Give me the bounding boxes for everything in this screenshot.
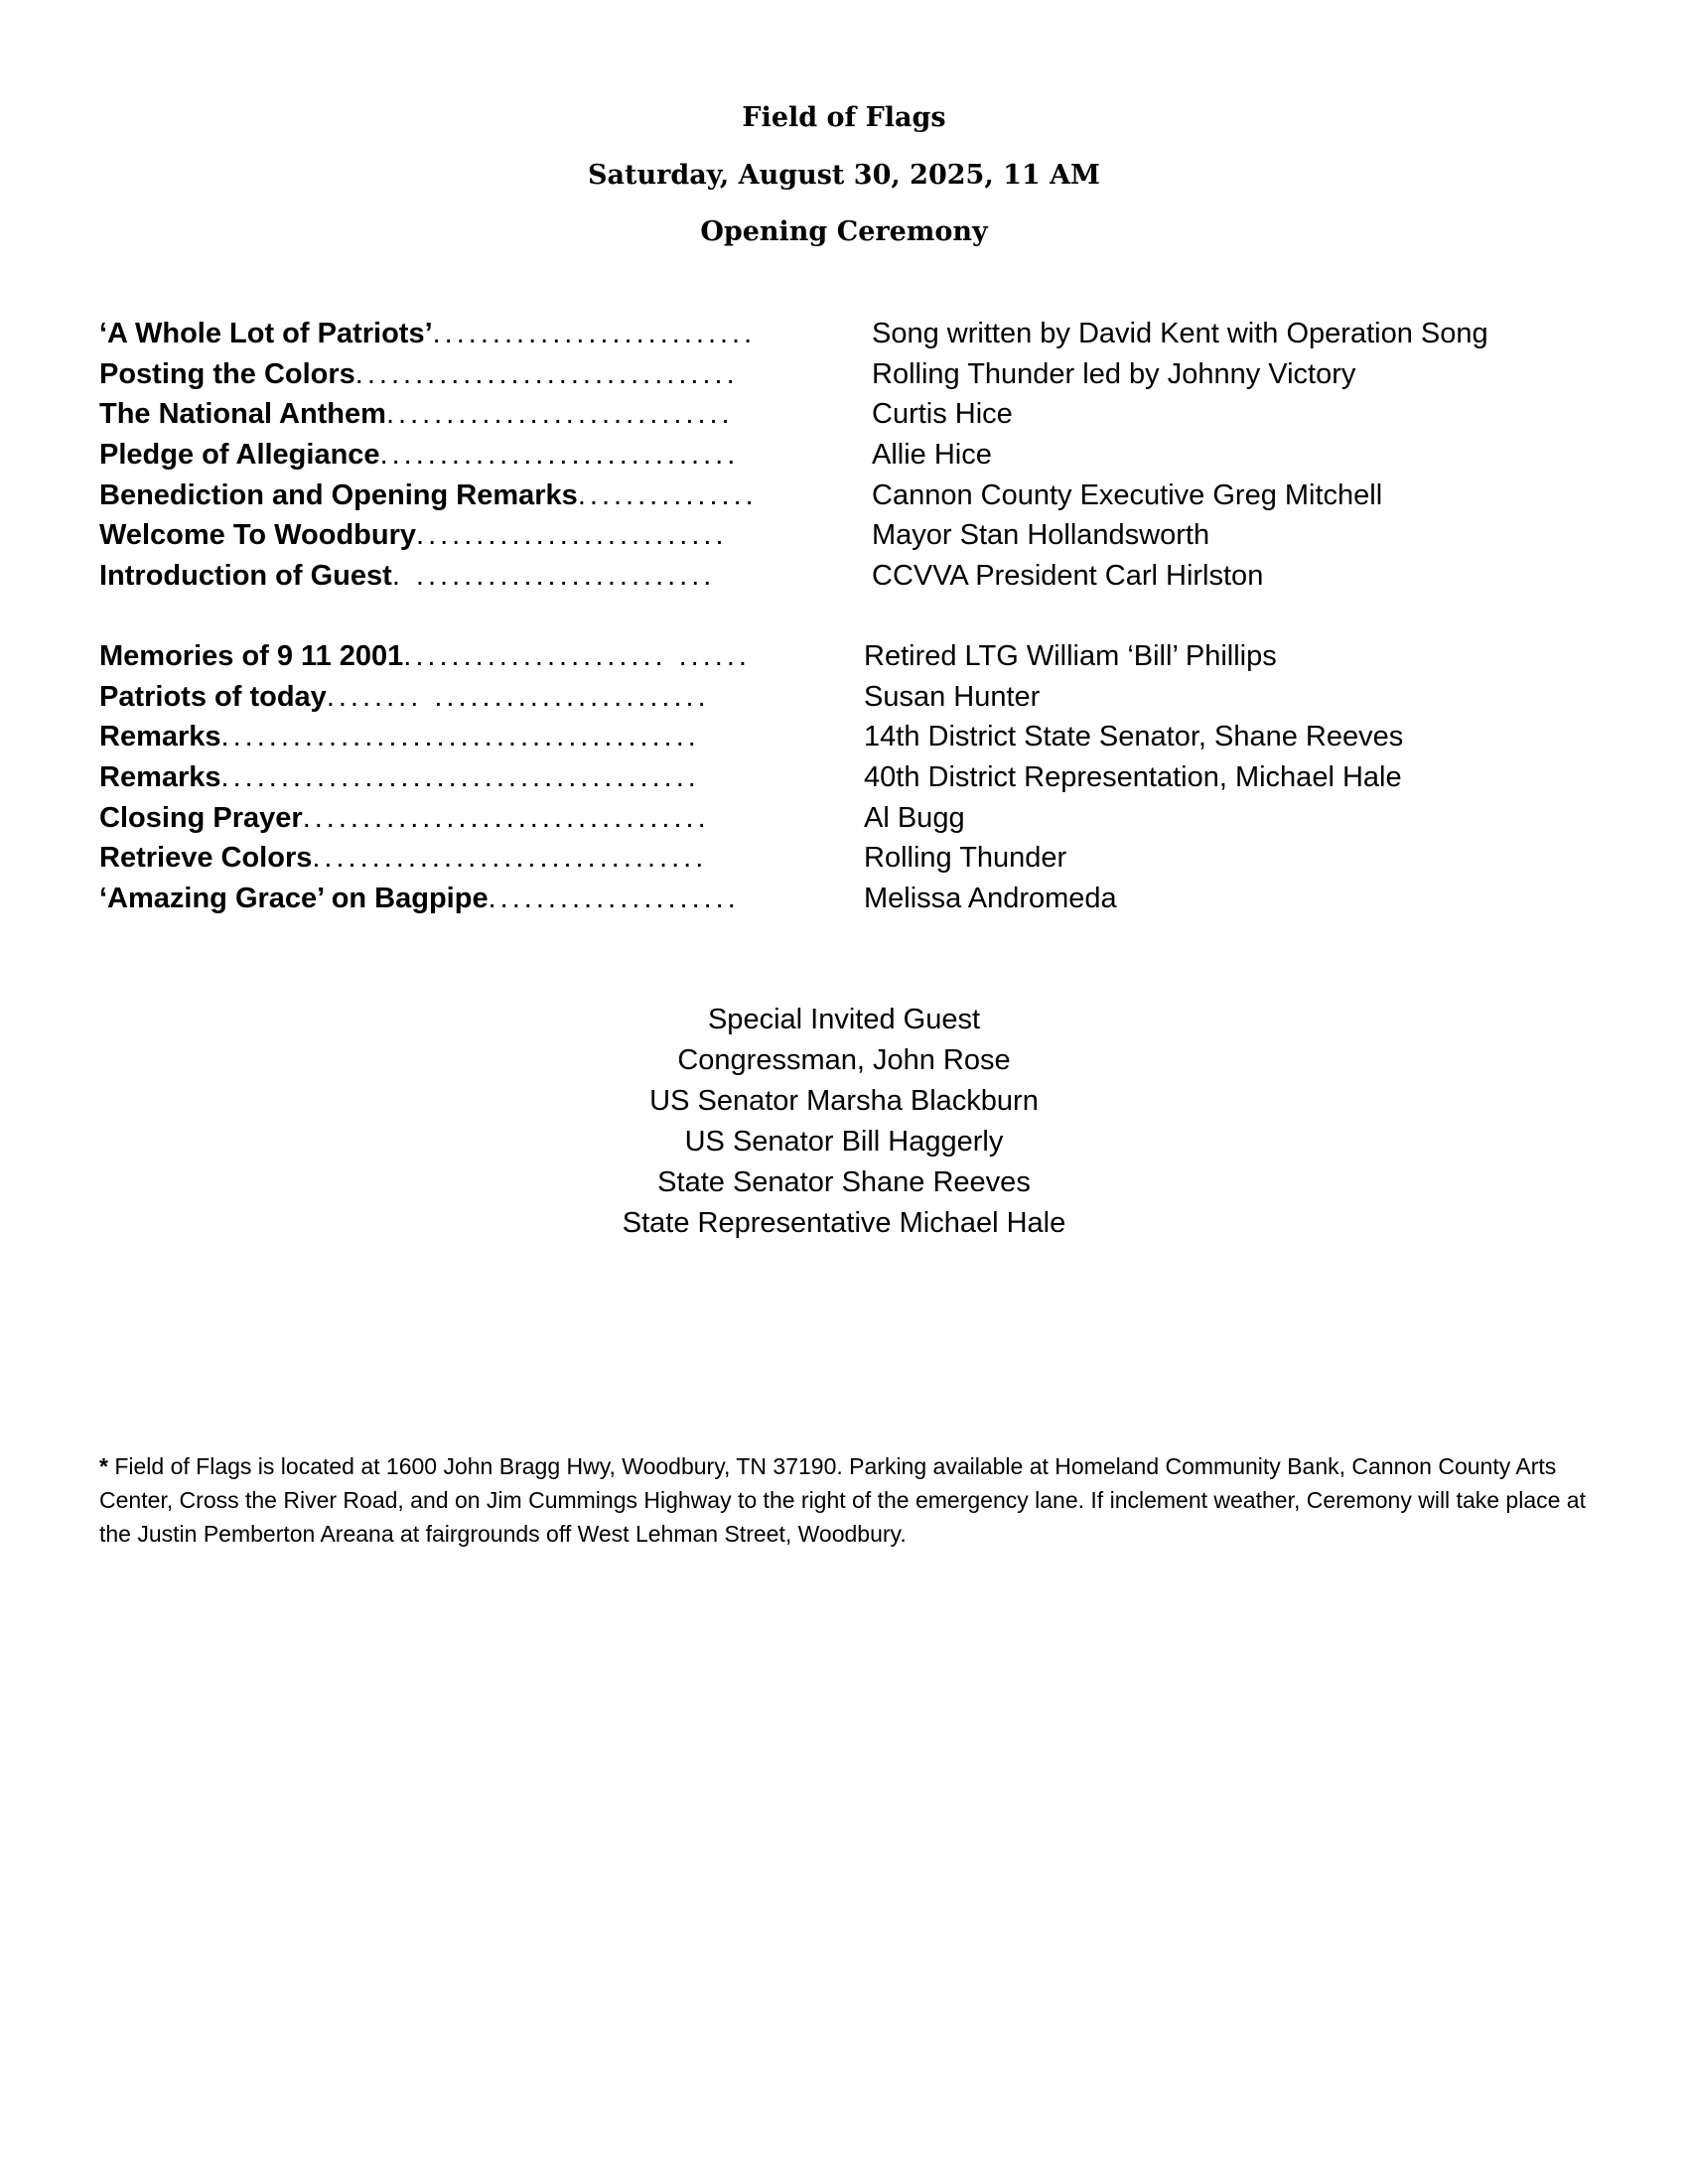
leader-dots: ................................. <box>312 842 708 875</box>
guest-name: US Senator Bill Haggerly <box>684 1126 1004 1158</box>
program-item-presenter: Rolling Thunder led by Johnny Victory <box>872 357 1356 390</box>
leader-dots: ............................. <box>385 398 734 431</box>
program-item-title: Memories of 9 11 2001 <box>99 640 404 672</box>
event-subtitle: Opening Ceremony <box>700 216 988 247</box>
program-item-title: Remarks <box>99 721 221 753</box>
leader-dots: ........................................ <box>220 721 700 753</box>
program-item-presenter: Mayor Stan Hollandsworth <box>872 519 1210 552</box>
leader-dots: ........................................ <box>220 761 700 794</box>
leader-dots: .................................. <box>302 801 710 834</box>
program-item-title: Benediction and Opening Remarks <box>99 478 578 511</box>
program-item-title: Closing Prayer <box>99 801 303 834</box>
guest-name: State Representative Michael Hale <box>622 1207 1066 1239</box>
leader-dots: ..................... <box>488 883 740 915</box>
leader-dots: .............................. <box>379 439 740 472</box>
program-item <box>99 838 1648 879</box>
leader-dots: ................................ <box>354 357 739 390</box>
program-item <box>99 476 1648 516</box>
event-date: Saturday, August 30, 2025, 11 AM <box>588 160 1100 191</box>
program-list-part-1 <box>99 314 1648 597</box>
program-item-presenter: Rolling Thunder <box>864 842 1067 875</box>
program-item-title: Posting the Colors <box>99 357 355 390</box>
program-item-title: Introduction of Guest <box>99 560 392 593</box>
program-item-title: The National Anthem <box>99 398 386 431</box>
program-item <box>99 798 1648 839</box>
program-item <box>99 515 1648 556</box>
leader-dots: ........................... <box>432 318 757 349</box>
leader-dots: .......................... <box>416 519 728 552</box>
program-item-presenter: Retired LTG William ‘Bill’ Phillips <box>864 640 1277 672</box>
program-item-title: Welcome To Woodbury <box>99 519 417 552</box>
program-item <box>99 314 1648 354</box>
program-item <box>99 879 1648 919</box>
program-item-presenter: Song written by David Kent with Operation Song <box>872 318 1488 349</box>
program-item <box>99 435 1648 476</box>
guest-name: US Senator Marsha Blackburn <box>649 1085 1039 1117</box>
program-item-presenter: 14th District State Senator, Shane Reeves <box>864 721 1404 753</box>
location-footnote <box>99 1449 1589 1551</box>
program-item <box>99 717 1648 757</box>
guest-name: Congressman, John Rose <box>677 1044 1011 1076</box>
program-item <box>99 354 1648 395</box>
leader-dots: ............... <box>577 478 758 511</box>
footnote-asterisk: * <box>99 1453 108 1479</box>
program-item <box>99 394 1648 435</box>
event-title: Field of Flags <box>742 102 946 133</box>
program-list-part-2 <box>99 636 1648 919</box>
leader-dots: ........ ....................... <box>326 680 710 713</box>
special-guests-block <box>0 1000 1688 1244</box>
program-item-presenter: Melissa Andromeda <box>864 883 1117 915</box>
program-item-title: Pledge of Allegiance <box>99 439 380 472</box>
guest-name: State Senator Shane Reeves <box>657 1166 1031 1198</box>
program-item-presenter: Cannon County Executive Greg Mitchell <box>872 478 1383 511</box>
leader-dots: ...................... ...... <box>403 640 751 672</box>
leader-dots: . ......................... <box>391 560 716 593</box>
program-item <box>99 636 1648 677</box>
program-item-presenter: Curtis Hice <box>872 398 1013 431</box>
program-item <box>99 556 1648 597</box>
program-item <box>99 677 1648 718</box>
program-item-title: ‘Amazing Grace’ on Bagpipe <box>99 883 489 915</box>
program-item-presenter: Al Bugg <box>864 801 965 834</box>
program-item-title: ‘A Whole Lot of Patriots’ <box>99 318 433 349</box>
program-item-presenter: 40th District Representation, Michael Hale <box>864 761 1402 794</box>
program-item-presenter: Allie Hice <box>872 439 992 472</box>
program-item-title: Remarks <box>99 761 221 794</box>
program-item-presenter: CCVVA President Carl Hirlston <box>872 560 1264 593</box>
program-item-title: Patriots of today <box>99 680 327 713</box>
footnote-text: Field of Flags is located at 1600 John Bragg Hwy, Woodbury, TN 37190. Parking available at Homeland Community Bank, Cannon County Arts Center, Cross the River Road, and on Jim Cummings Highway to the right of the emergency lane. If inclement weather, Ceremony will take place at the Justin Pemberton Areana at fairgrounds off West Lehman Street, Woodbury. <box>99 1453 1586 1547</box>
program-item-presenter: Susan Hunter <box>864 680 1041 713</box>
program-item <box>99 757 1648 798</box>
guests-heading: Special Invited Guest <box>707 1004 981 1035</box>
program-item-title: Retrieve Colors <box>99 842 313 875</box>
